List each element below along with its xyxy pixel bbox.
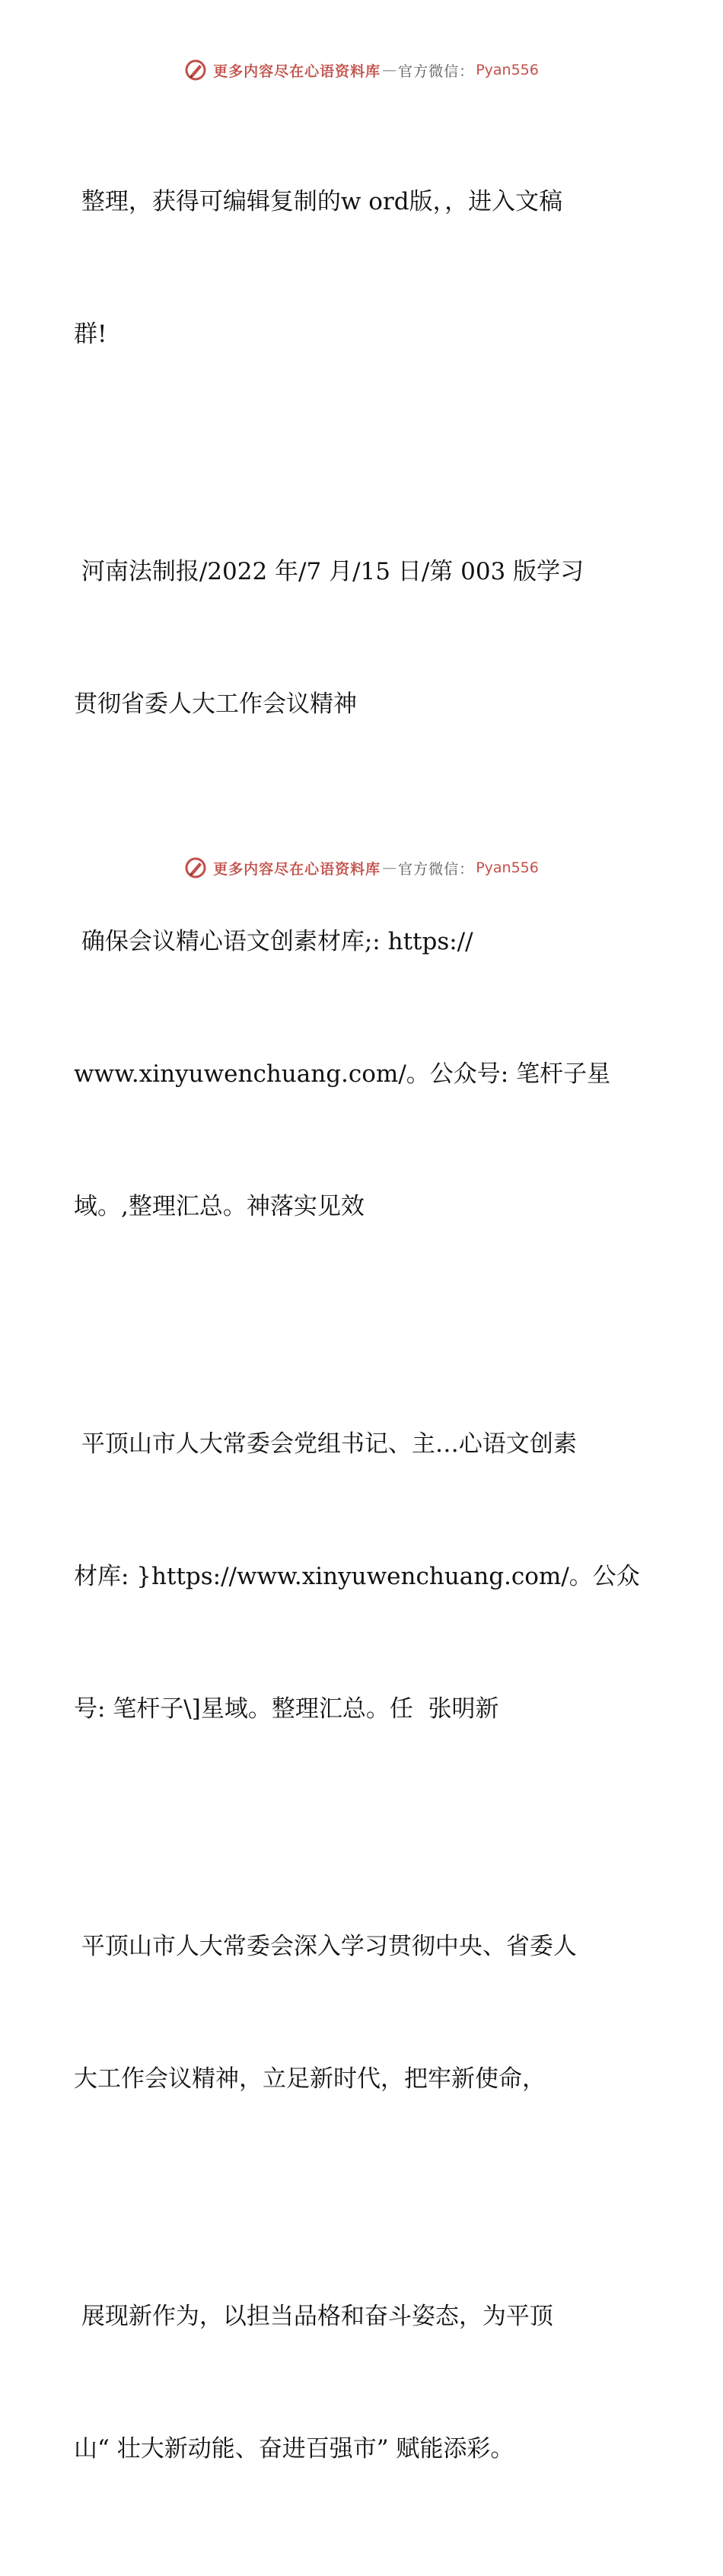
text-line: 群! (74, 320, 107, 348)
text-line: www.xinyuwenchuang.com/。公众号: 笔杆子星 (74, 1060, 611, 1088)
text-line: 确保会议精心语文创素材库;: https:// (74, 928, 473, 955)
watermark-wechat-id: Pyan556 (476, 62, 539, 78)
watermark-suffix: 官方微信： (398, 62, 475, 80)
watermark-wechat-id: Pyan556 (476, 859, 539, 876)
text-line: 域。,整理汇总。神落实见效 (74, 1193, 365, 1220)
text-line: 号: 笔杆子\]星域。整理汇总。任 张明新 (74, 1695, 499, 1723)
text-line: 材库: }https://www.xinyuwenchuang.com/。公众 (74, 1563, 640, 1590)
header-watermark (0, 55, 723, 85)
text-line: 整理，获得可编辑复制的w ord版，，进入文稿 (74, 188, 563, 215)
document-body (74, 91, 652, 2576)
text-line: 山“ 壮大新动能、奋进百强市” 赋能添彩。 (74, 2435, 514, 2463)
text-line: 平顶山市人大常委会深入学习贯彻中央、省委人 (74, 1933, 577, 1960)
pen-logo-icon (184, 856, 207, 879)
paragraph-2 (74, 461, 652, 815)
watermark-dash: — (382, 859, 397, 876)
text-line: 河南法制报/2022 年/7 月/15 日/第 003 版学习 (74, 558, 584, 585)
text-line: 贯彻省委人大工作会议精神 (74, 690, 357, 718)
paragraph-3 (74, 831, 652, 1317)
watermark-text: 更多内容尽在心语资料库 (213, 860, 381, 878)
footer-watermark (0, 853, 723, 883)
paragraph-5 (74, 1836, 652, 2189)
paragraph-6 (74, 2206, 652, 2559)
text-line: 展现新作为，以担当品格和奋斗姿态，为平顶 (74, 2303, 553, 2330)
text-line: 大工作会议精神，立足新时代，把牢新使命， (74, 2065, 546, 2093)
paragraph-4 (74, 1334, 652, 1819)
watermark-text: 更多内容尽在心语资料库 (213, 62, 381, 80)
paragraph-1 (74, 91, 652, 445)
watermark-dash: — (382, 62, 397, 78)
watermark-suffix: 官方微信： (398, 860, 475, 878)
text-line: 平顶山市人大常委会党组书记、主…心语文创素 (74, 1430, 577, 1458)
pen-logo-icon (184, 59, 207, 81)
